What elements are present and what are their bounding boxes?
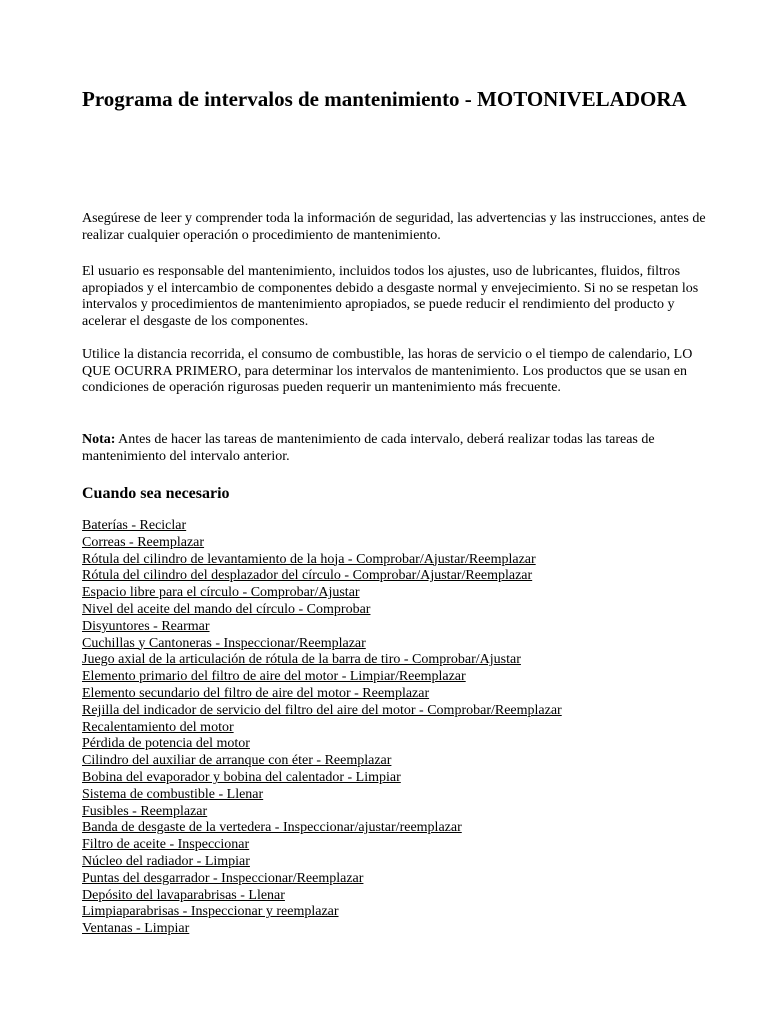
list-item [82,837,562,854]
list-item [82,585,562,602]
safety-paragraph: Asegúrese de leer y comprender toda la información de seguridad, las advertencias y las instrucciones, antes de realizar cualquier operación o procedimiento de mantenimiento. [82,211,706,243]
maintenance-link[interactable]: Nivel del aceite del mando del círculo - Comprobar [82,601,371,617]
maintenance-link[interactable]: Rótula del cilindro de levantamiento de la hoja - Comprobar/Ajustar/Reemplazar [82,551,536,567]
list-item [82,568,562,585]
maintenance-link[interactable]: Filtro de aceite - Inspeccionar [82,837,250,853]
maintenance-link[interactable]: Disyuntores - Rearmar [82,618,210,634]
list-item [82,871,562,888]
maintenance-link[interactable]: Núcleo del radiador - Limpiar [82,853,250,869]
list-item [82,736,562,753]
maintenance-link[interactable]: Cilindro del auxiliar de arranque con éter - Reemplazar [82,753,392,769]
list-item [82,804,562,821]
maintenance-link[interactable]: Depósito del lavaparabrisas - Llenar [82,887,285,903]
list-item [82,787,562,804]
maintenance-link[interactable]: Sistema de combustible - Llenar [82,786,264,802]
note-paragraph [82,432,718,465]
maintenance-link[interactable]: Fusibles - Reemplazar [82,803,208,819]
maintenance-link[interactable]: Rejilla del indicador de servicio del filtro del aire del motor - Comprobar/Reemplazar [82,702,562,718]
page-title: Programa de intervalos de mantenimiento - MOTONIVELADORA [82,87,687,111]
list-item [82,770,562,787]
list-item [82,854,562,871]
maintenance-link[interactable]: Banda de desgaste de la vertedera - Inspeccionar/ajustar/reemplazar [82,820,462,836]
note-text: Antes de hacer las tareas de mantenimiento de cada intervalo, deberá realizar todas las tareas de mantenimiento del intervalo anterior. [82,432,655,464]
maintenance-link-list [82,518,562,938]
maintenance-link[interactable]: Pérdida de potencia del motor [82,736,250,752]
list-item [82,904,562,921]
list-item [82,669,562,686]
list-item [82,602,562,619]
maintenance-link[interactable]: Elemento secundario del filtro de aire del motor - Reemplazar [82,685,430,701]
list-item [82,720,562,737]
list-item [82,636,562,653]
maintenance-link[interactable]: Puntas del desgarrador - Inspeccionar/Reemplazar [82,870,364,886]
list-item [82,552,562,569]
list-item [82,820,562,837]
note-label: Nota: [82,432,116,447]
list-item [82,518,562,535]
maintenance-link[interactable]: Ventanas - Limpiar [82,921,190,937]
maintenance-link[interactable]: Bobina del evaporador y bobina del calentador - Limpiar [82,769,401,785]
maintenance-link[interactable]: Limpiaparabrisas - Inspeccionar y reemplazar [82,904,339,920]
list-item [82,686,562,703]
maintenance-link[interactable]: Recalentamiento del motor [82,719,234,735]
maintenance-link[interactable]: Cuchillas y Cantoneras - Inspeccionar/Reemplazar [82,635,366,651]
intervals-paragraph: Utilice la distancia recorrida, el consumo de combustible, las horas de servicio o el tiempo de calendario, LO QUE OCURRA PRIMERO, para determinar los intervalos de mantenimiento. Los productos que se usan en condiciones de operación rigurosas pueden requerir un mantenimiento más frecuente. [82,347,693,396]
list-item [82,888,562,905]
maintenance-link[interactable]: Baterías - Reciclar [82,518,187,533]
list-item [82,703,562,720]
maintenance-link[interactable]: Espacio libre para el círculo - Comprobar/Ajustar [82,585,360,601]
list-item [82,753,562,770]
maintenance-link[interactable]: Rótula del cilindro del desplazador del círculo - Comprobar/Ajustar/Reemplazar [82,568,533,584]
maintenance-link[interactable]: Correas - Reemplazar [82,534,205,550]
list-item [82,619,562,636]
responsibility-paragraph: El usuario es responsable del mantenimiento, incluidos todos los ajustes, uso de lubricantes, fluidos, filtros apropiados y el intercambio de componentes debido a desgaste normal y envejecimiento. Si no se respetan los intervalos y procedimientos de mantenimiento apropiados, se puede reducir el rendimiento del producto y acelerar el desgaste de los componentes. [82,264,699,329]
maintenance-link[interactable]: Juego axial de la articulación de rótula de la barra de tiro - Comprobar/Ajustar [82,652,521,668]
maintenance-link[interactable]: Elemento primario del filtro de aire del motor - Limpiar/Reemplazar [82,669,466,685]
list-item [82,535,562,552]
section-heading: Cuando sea necesario [82,485,230,502]
list-item [82,652,562,669]
list-item [82,921,562,938]
